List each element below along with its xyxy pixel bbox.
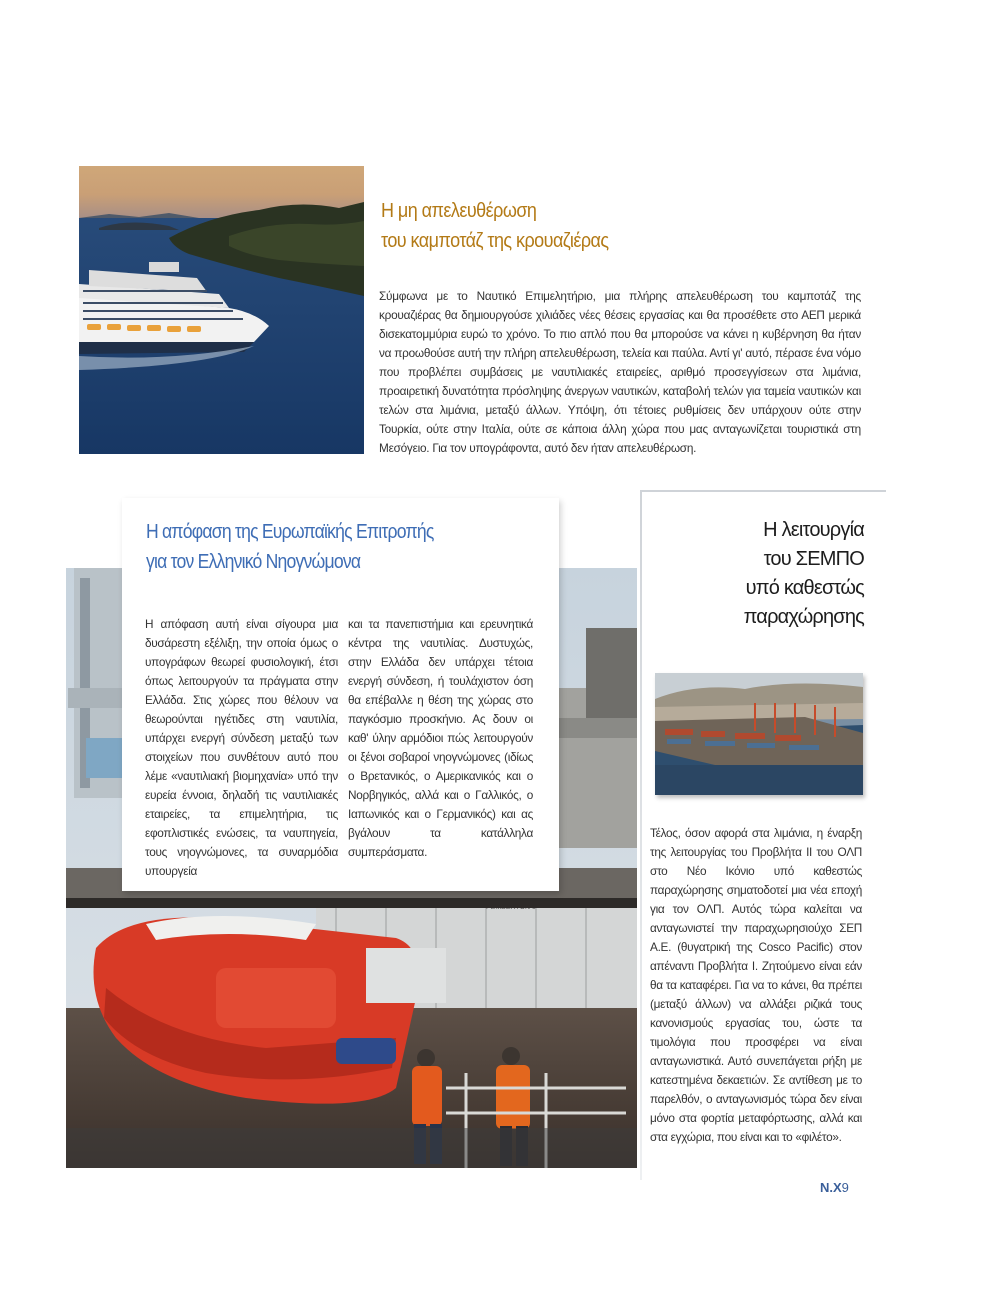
sempo-title-line-3: υπό καθεστώς <box>745 577 864 599</box>
sempo-article-title <box>660 516 864 632</box>
cruise-title-line-1: Η μη απελευθέρωση <box>381 200 537 222</box>
sidebar-frame-top <box>642 490 886 492</box>
page-number <box>820 1180 849 1195</box>
ec-article-title <box>146 517 516 577</box>
cruise-title-line-2: του καμποτάζ της κρουαζιέρας <box>381 230 609 252</box>
cruise-ship-photo <box>79 166 364 454</box>
cruise-article-body: Σύμφωνα με το Ναυτικό Επιμελητήριο, μια πλήρης απελευθέρωση του καμποτάζ της κρουαζιέρας θα δημιουργούσε χιλιάδες νέες θέσεις εργασίας και θα προσέθετε στο ΑΕΠ μερικά δισεκατομμύρια ευρώ το χρόνο. Το πιο απλό που θα μπορούσε να κάνει η κυβέρνηση θα ήταν να προωθούσε αυτή την πλήρη απελευθέρωση, τελεία και παύλα. Αντί γι' αυτό, πέρασε ένα νόμο που προβλέπει συμβάσεις με ναυτιλιακές εταιρείες, αριθμό προσεγγίσεων στα λιμάνια, προαιρετική δυνατότητα πρόσληψης άνεργων ναυτικών, καταβολή τελών για ταμεία ναυτικών και τελών στα λιμάνια, μεταξύ άλλων. Υπόψη, ότι τέτοιες ρυθμίσεις δεν υπάρχουν ούτε στην Τουρκία, ούτε στην Ιταλία, ούτε σε κάποια άλλη χώρα που μας ανταγωνίζεται τουριστικά στη Μεσόγειο. Για τον υπογράφοντα, αυτό δεν ήταν απελευθέρωση. <box>379 289 861 455</box>
page-number-value: 9 <box>841 1180 849 1195</box>
ec-title-line-1: Η απόφαση της Ευρωπαϊκής Επιτροπής <box>146 521 434 543</box>
ec-title-line-2: για τον Ελληνικό Νηογνώμονα <box>146 551 361 573</box>
sempo-title-line-1: Η λειτουργία <box>763 519 864 541</box>
sempo-article-body: Τέλος, όσον αφορά στα λιμάνια, η έναρξη της λειτουργίας του Προβλήτα ΙΙ του ΟΛΠ στο Νέο Ικόνιο υπό καθεστώς παραχώρησης σηματοδοτεί μια νέα εποχή για τον ΟΛΠ. Αυτός τώρα καλείται να ανταγωνιστεί την παραχωρησιούχο ΣΕΠ Α.Ε. (θυγατρική της Cosco Pacific) στον απέναντι Προβλήτα Ι. Ζητούμενο είναι εάν θα τα καταφέρει. Για να το κάνει, θα πρέπει (μεταξύ άλλων) να αλλάξει ριζικά τους κανονισμούς εργασίας του, ώστε τα τιμολόγια που προσφέρει να είναι ανταγωνιστικά. Αυτό συνεπάγεται ρήξη με κατεστημένα δεκαετιών. Σε αντίθεση με το παρελθόν, ο ανταγωνισμός τώρα δεν είναι μόνο στα φορτία μεταφόρτωσης, αλλά και στα εγχώρια, που είναι και το «φιλέτο». <box>650 826 862 1144</box>
ec-article-column-1: Η απόφαση αυτή είναι σίγουρα μια δυσάρεστη εξέλιξη, την οποία όμως ο υπογράφων θεωρεί φυσιολογική, έτσι όπως λειτουργούν τα πράγματα στην Ελλάδα. Στις χώρες που θέλουν να θεωρούνται ηγέτιδες στη ναυτιλία, υπάρχει ενεργή σύνδεση μεταξύ των στοιχείων που συνθέτουν αυτό που λέμε «ναυτιλιακή βιομηχανία» υπό την ευρεία έννοια, δηλαδή τις ναυτιλιακές εταιρείες, τα επιμελητήρια, τις εφοπλιστικές ενώσεις, τα ναυπηγεία, τους νηογνώμονες, τα συναρμόδια υπουργεία <box>145 617 338 878</box>
sempo-title-line-4: παραχώρησης <box>743 606 864 628</box>
magazine-brand: Ν.Χ <box>820 1180 842 1195</box>
ec-article-column-2: και τα πανεπιστήμια και ερευνητικά κέντρα της ναυτιλίας. Δυστυχώς, στην Ελλάδα δεν υπάρχει τέτοια ενεργή σύνδεση, ή τουλάχιστον όση θα επέβαλλε η θέση της χώρας στο παγκόσμιο προσκήνιο. Ας δουν οι καθ' ύλην αρμόδιοι πώς λειτουργούν οι ξένοι σοβαροί νηογνώμονες (ιδίως ο Βρετανικός, ο Αμερικανικός και ο Νορβηγικός, αλλά και ο Γαλλικός, ο Ιαπωνικός και ο Γερμανικός) και ας βγάλουν τα κατάλληλα συμπεράσματα. <box>348 617 533 859</box>
cruise-article-title <box>381 196 885 256</box>
sempo-title-line-2: του ΣΕΜΠΟ <box>763 548 864 570</box>
container-port-photo <box>655 673 863 795</box>
sidebar-frame-left <box>640 490 642 1180</box>
